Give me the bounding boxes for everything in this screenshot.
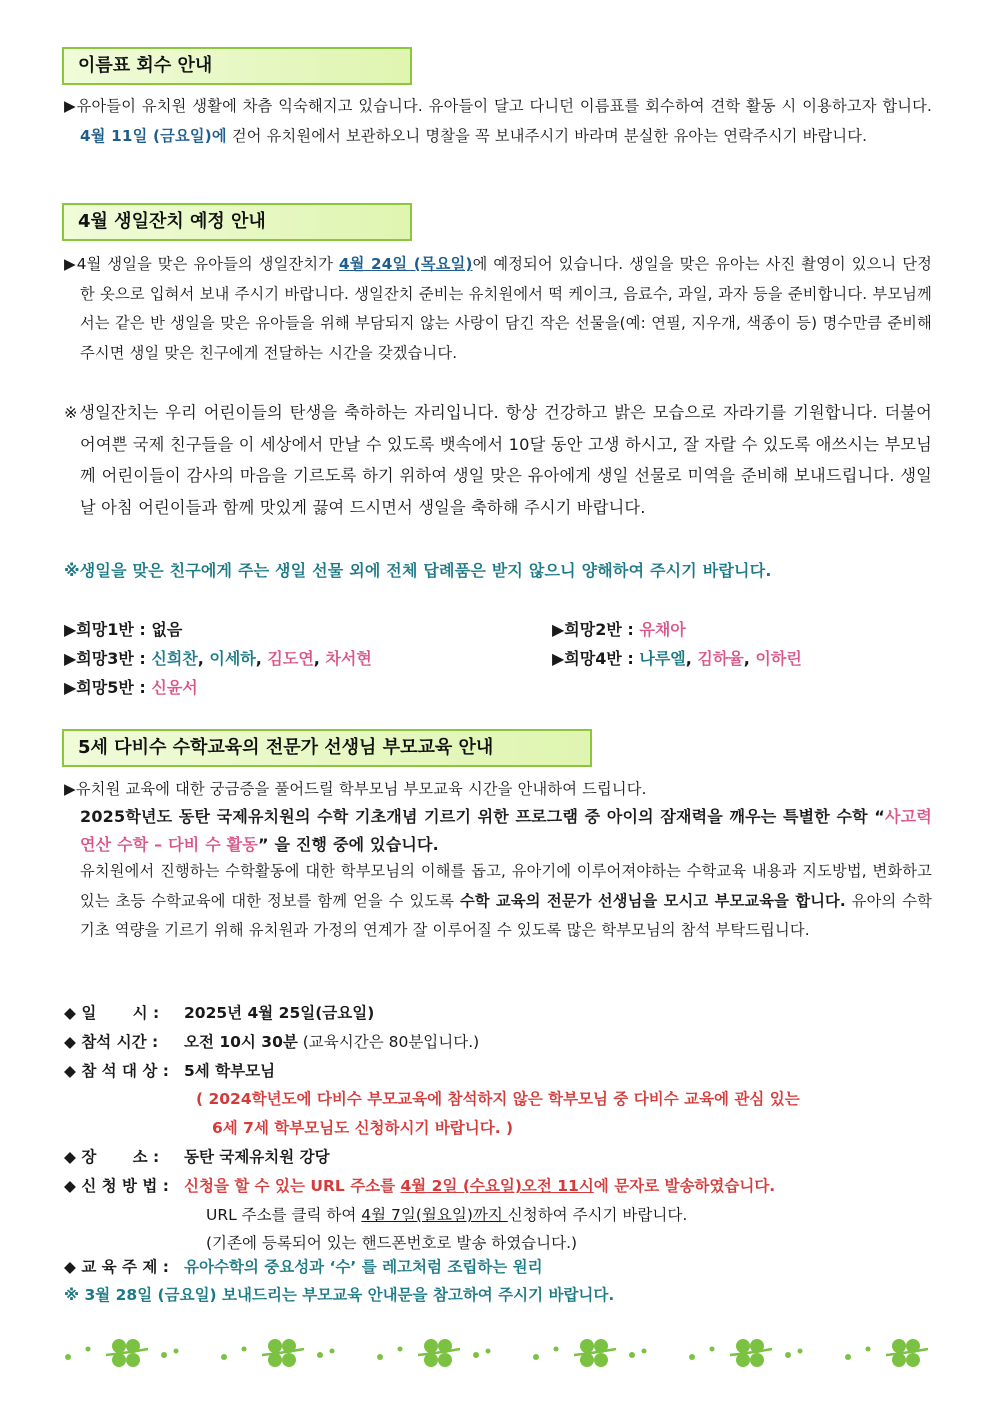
detail-topic: ◆ 교 육 주 제 : 유아수학의 중요성과 ‘수’ 를 레고처럼 조립하는 원리 — [64, 1258, 543, 1276]
math-intro: ▶유치원 교육에 대한 궁금증을 풀어드릴 학부모님 부모교육 시간을 안내하여 드립니다. — [64, 780, 647, 798]
section-title-math-education: 5세 다비수 수학교육의 전문가 선생님 부모교육 안내 — [62, 729, 592, 767]
math-description: 유치원에서 진행하는 수학활동에 대한 학부모님의 이해를 돕고, 유아기에 이루어져야하는 수학교육 내용과 지도방법, 변화하고 있는 초등 수학교육에 대한 정보를 함께 얻을 수 있도록 수학 교육의 전문가 선생님을 모시고 부모교육을 합니다. 유아의 수학 기초 역량을 기르기 위해 유치원과 가정의 연계가 잘 이루어질 수 있도록 많은 학부모님의 참석 부탁드립니다. — [80, 862, 932, 939]
section-title-birthday: 4월 생일잔치 예정 안내 — [62, 203, 412, 241]
detail-date: ◆ 일 시 : 2025년 4월 25일(금요일) — [64, 1004, 375, 1022]
clover-border-pattern — [65, 1339, 940, 1367]
detail-reference-note: ※ 3월 28일 (금요일) 보내드리는 부모교육 안내문을 참고하여 주시기 바랍니다. — [64, 1286, 615, 1304]
detail-apply-line-3: (기존에 등록되어 있는 핸드폰번호로 발송 하였습니다.) — [206, 1234, 578, 1252]
math-program-highlight: 사고력 연산 수학 – 다비 수 활동 — [80, 807, 932, 854]
class-row-1: ▶희망1반 : 없음 — [64, 620, 183, 639]
clover-border — [60, 1335, 940, 1371]
math-program: 2025학년도 동탄 국제유치원의 수학 기초개념 기르기 위한 프로그램 중 아이의 잠재력을 깨우는 특별한 수학 “사고력 연산 수학 – 다비 수 활동” 을 진행 중에 있습니다. — [80, 807, 932, 854]
nametag-date: 4월 11일 (금요일)에 — [80, 126, 227, 145]
section-title-nametag: 이름표 회수 안내 — [62, 47, 412, 85]
class-row-3: ▶희망3반 : 신희찬, 이세하, 김도연, 차서현 — [64, 649, 372, 668]
detail-place: ◆ 장 소 : 동탄 국제유치원 강당 — [64, 1148, 330, 1166]
class-row-5: ▶희망5반 : 신윤서 — [64, 678, 198, 697]
birthday-paragraph: ▶4월 생일을 맞은 유아들의 생일잔치가 4월 24일 (목요일)에 예정되어 있습니다. 생일을 맞은 유아는 사진 촬영이 있으니 단정한 옷으로 입혀서 보내 주시기 바랍니다. 생일잔치 준비는 유치원에서 떡 케이크, 음료수, 과일, 과자 등을 준비합니다. 부모님께서는 같은 반 생일을 맞은 유아들을 위해 부담되지 않는 사랑이 담긴 작은 선물을(예: 연필, 지우개, 색종이 등) 명수만큼 준비해 주시면 생일 맞은 친구에게 전달하는 시간을 갖겠습니다. — [64, 255, 932, 362]
birthday-date: 4월 24일 (목요일) — [339, 255, 473, 273]
detail-target-note-1: ( 2024학년도에 다비수 부모교육에 참석하지 않은 학부모님 중 다비수 교육에 관심 있는 — [196, 1090, 800, 1108]
nametag-paragraph: ▶유아들이 유치원 생활에 차츰 익숙해지고 있습니다. 유아들이 달고 다니던 이름표를 회수하여 견학 활동 시 이용하고자 합니다. 4월 11일 (금요일)에 걷어 유치원에서 보관하오니 명찰을 꼭 보내주시기 바라며 분실한 유아는 연락주시기 바랍니다. — [64, 97, 932, 145]
class-row-4: ▶희망4반 : 나루엘, 김하율, 이하린 — [552, 649, 802, 668]
birthday-gift-note: ※생일을 맞은 친구에게 주는 생일 선물 외에 전체 답례품은 받지 않으니 양해하여 주시기 바랍니다. — [64, 561, 772, 580]
detail-target: ◆ 참 석 대 상 : 5세 학부모님 — [64, 1062, 276, 1080]
detail-apply: ◆ 신 청 방 법 : 신청을 할 수 있는 URL 주소를 4월 2일 (수요일)오전 11시에 문자로 발송하였습니다. — [64, 1177, 776, 1195]
birthday-note: ※생일잔치는 우리 어린이들의 탄생을 축하하는 자리입니다. 항상 건강하고 밝은 모습으로 자라기를 기원합니다. 더불어 어여쁜 국제 친구들을 이 세상에서 만날 수 있도록 뱃속에서 10달 동안 고생 하시고, 잘 자랄 수 있도록 애쓰시는 부모님께 어린이들이 감사의 마음을 기르도록 하기 위하여 생일 맞은 유아에게 생일 선물로 미역을 준비해 보내드립니다. 생일날 아침 어린이들과 함께 맛있게 끓여 드시면서 생일을 축하해 주시기 바랍니다. — [64, 403, 932, 517]
detail-apply-line-2: URL 주소를 클릭 하여 4월 7일(월요일)까지 신청하여 주시기 바랍니다. — [206, 1206, 688, 1224]
detail-target-note-2: 6세 7세 학부모님도 신청하시기 바랍니다. ) — [212, 1119, 514, 1137]
class-row-2: ▶희망2반 : 유채아 — [552, 620, 686, 639]
detail-time: ◆ 참석 시간 : 오전 10시 30분 (교육시간은 80분입니다.) — [64, 1033, 480, 1051]
